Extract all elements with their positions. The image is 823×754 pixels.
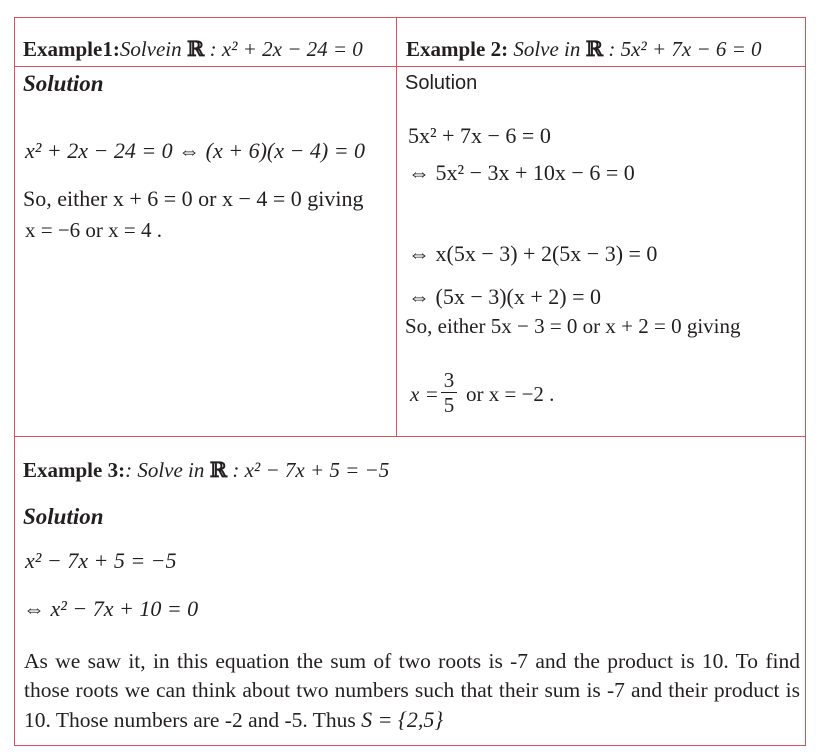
fraction-three-fifths [441, 369, 457, 416]
example2-step-2: ⇔ 5x² − 3x + 10x − 6 = 0 [408, 160, 635, 185]
example1-solution-title: Solution [23, 71, 104, 96]
solution-set: S = {2,5} [361, 707, 444, 732]
example2-label: Example 2: [406, 37, 509, 61]
column-divider [396, 17, 397, 436]
example2-step-4: ⇔ (5x − 3)(x + 2) = 0 [408, 284, 602, 309]
example1-label: Example1: [23, 37, 120, 61]
example1-step-1: x² + 2x − 24 = 0 ⇔ (x + 6)(x − 4) = 0 [25, 138, 366, 163]
example1-step-3: x = −6 or x = 4 . [25, 218, 163, 242]
example3-label: Example 3: [23, 458, 126, 482]
example3-heading-text: : Solve in [125, 458, 210, 482]
example2-heading [406, 38, 762, 60]
fraction-numerator: 3 [443, 368, 455, 392]
example3-step-1: x² − 7x + 5 = −5 [25, 548, 177, 573]
example1-step-2: So, either x + 6 = 0 or x − 4 = 0 giving [23, 186, 364, 211]
example2-step-5: So, either 5x − 3 = 0 or x + 2 = 0 giving [405, 314, 741, 338]
header-divider [14, 66, 806, 67]
fraction-denominator: 5 [443, 393, 455, 417]
example1-heading-text: Solvein [119, 37, 187, 61]
example2-solution-title: Solution [405, 72, 478, 94]
example3-heading [23, 459, 389, 481]
example2-heading-text: Solve in [508, 37, 586, 61]
row-divider [14, 436, 806, 437]
example2-fraction-rhs: or x = −2 . [466, 382, 555, 406]
example2-equation: : 5x² + 7x − 6 = 0 [603, 37, 762, 61]
real-numbers-symbol: ℝ [585, 36, 604, 61]
example2-fraction-lhs: x = [410, 382, 439, 406]
example3-explanation [24, 647, 800, 735]
example1-heading [23, 38, 363, 60]
example2-step-1: 5x² + 7x − 6 = 0 [408, 123, 551, 148]
real-numbers-symbol: ℝ [186, 36, 205, 61]
real-numbers-symbol: ℝ [209, 457, 228, 482]
explanation-text: As we saw it, in this equation the sum of two roots is -7 and the product is 10. To find those roots we can think about two numbers such that their sum is -7 and their product is 10. Those numbers are -2 and -5. Thus [24, 649, 800, 732]
example2-step-3: ⇔ x(5x − 3) + 2(5x − 3) = 0 [408, 241, 658, 266]
example3-solution-title: Solution [23, 504, 104, 529]
example3-equation: : x² − 7x + 5 = −5 [227, 458, 390, 482]
example1-equation: : x² + 2x − 24 = 0 [204, 37, 363, 61]
example3-step-2: ⇔ x² − 7x + 10 = 0 [23, 596, 199, 621]
